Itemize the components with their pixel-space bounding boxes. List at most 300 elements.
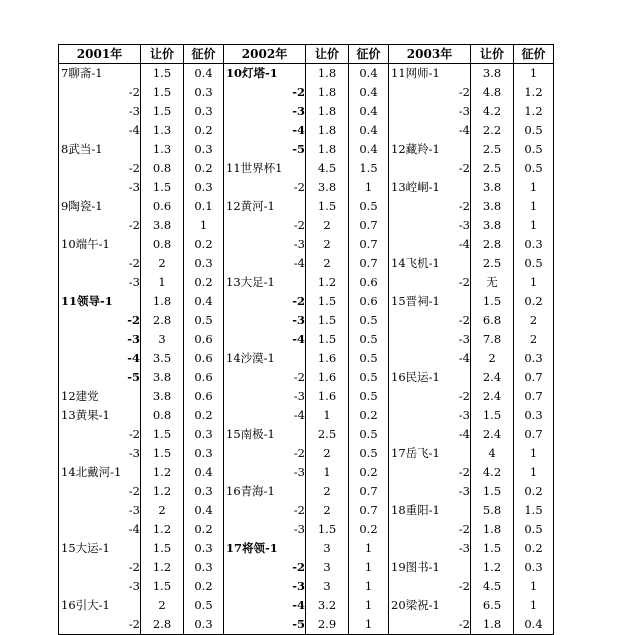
transfer-price-cell-2003: 2.8 — [471, 235, 514, 254]
stamp-name-cell-2003: -3 — [389, 216, 471, 235]
transfer-price-cell-2002: 1.8 — [306, 83, 349, 102]
stamp-name-cell-2003: -2 — [389, 273, 471, 292]
stamp-name-cell-2002: 17将领-1 — [224, 539, 306, 558]
collect-price-cell-2001: 0.6 — [184, 387, 224, 406]
col-header-collect-price: 征价 — [184, 45, 224, 64]
stamp-name-cell-2003: -4 — [389, 121, 471, 140]
collect-price-cell-2001: 0.3 — [184, 140, 224, 159]
stamp-name-cell-2002: -2 — [224, 501, 306, 520]
table-row — [59, 482, 554, 501]
transfer-price-cell-2003: 4.8 — [471, 83, 514, 102]
stamp-name-cell-2002: 15南极-1 — [224, 425, 306, 444]
collect-price-cell-2003: 1 — [514, 178, 554, 197]
table-row — [59, 520, 554, 539]
collect-price-cell-2002: 1 — [349, 577, 389, 596]
transfer-price-cell-2003: 2.5 — [471, 140, 514, 159]
stamp-name-cell-2002: -2 — [224, 178, 306, 197]
transfer-price-cell-2002: 1.2 — [306, 273, 349, 292]
stamp-price-table — [58, 44, 554, 635]
transfer-price-cell-2002: 2 — [306, 235, 349, 254]
collect-price-cell-2002: 1 — [349, 178, 389, 197]
stamp-name-cell-2003: 18重阳-1 — [389, 501, 471, 520]
collect-price-cell-2003: 0.5 — [514, 159, 554, 178]
stamp-name-cell-2001: -3 — [127, 332, 140, 346]
transfer-price-cell-2001: 0.8 — [141, 159, 184, 178]
transfer-price-cell-2003: 1.5 — [471, 482, 514, 501]
collect-price-cell-2002: 0.7 — [349, 482, 389, 501]
table-row — [59, 406, 554, 425]
collect-price-cell-2001: 0.3 — [184, 178, 224, 197]
collect-price-cell-2001: 0.5 — [184, 311, 224, 330]
stamp-name-cell-2001: -3 — [128, 503, 140, 517]
transfer-price-cell-2001: 3.8 — [141, 368, 184, 387]
collect-price-cell-2002: 0.5 — [349, 425, 389, 444]
stamp-name-cell-2002: -2 — [224, 216, 306, 235]
transfer-price-cell-2001: 0.8 — [141, 406, 184, 425]
collect-price-cell-2003: 1.2 — [514, 102, 554, 121]
transfer-price-cell-2002: 3 — [306, 558, 349, 577]
stamp-name-cell-2003: -3 — [389, 539, 471, 558]
stamp-name-cell-2001: 7聊斋-1 — [61, 66, 103, 80]
stamp-name-cell-2001: 8武当-1 — [61, 142, 103, 156]
transfer-price-cell-2001: 1.2 — [141, 520, 184, 539]
transfer-price-cell-2003: 3.8 — [471, 216, 514, 235]
collect-price-cell-2003: 0.4 — [514, 615, 554, 635]
stamp-name-cell-2001: -2 — [128, 85, 140, 99]
transfer-price-cell-2003: 5.8 — [471, 501, 514, 520]
collect-price-cell-2003: 0.5 — [514, 121, 554, 140]
collect-price-cell-2001: 0.3 — [184, 425, 224, 444]
collect-price-cell-2001: 0.2 — [184, 520, 224, 539]
transfer-price-cell-2001: 1.3 — [141, 121, 184, 140]
collect-price-cell-2002: 0.7 — [349, 254, 389, 273]
transfer-price-cell-2003: 4 — [471, 444, 514, 463]
transfer-price-cell-2001: 2.8 — [141, 615, 184, 635]
collect-price-cell-2002: 0.5 — [349, 444, 389, 463]
table-row — [59, 140, 554, 159]
stamp-name-cell-2002: -4 — [224, 596, 306, 615]
collect-price-cell-2002: 0.7 — [349, 501, 389, 520]
stamp-name-cell-2002: 12黄河-1 — [224, 197, 306, 216]
transfer-price-cell-2001: 1.2 — [141, 558, 184, 577]
collect-price-cell-2001: 1 — [184, 216, 224, 235]
collect-price-cell-2003: 1 — [514, 273, 554, 292]
stamp-name-cell-2002: -2 — [224, 83, 306, 102]
stamp-name-cell-2002: 13大足-1 — [224, 273, 306, 292]
transfer-price-cell-2002: 2.5 — [306, 425, 349, 444]
transfer-price-cell-2001: 1.5 — [141, 444, 184, 463]
transfer-price-cell-2001: 1.5 — [141, 83, 184, 102]
collect-price-cell-2001: 0.5 — [184, 596, 224, 615]
table-row — [59, 159, 554, 178]
transfer-price-cell-2001: 3.8 — [141, 216, 184, 235]
table-row — [59, 596, 554, 615]
stamp-name-cell-2003: 16民运-1 — [389, 368, 471, 387]
transfer-price-cell-2003: 4.5 — [471, 577, 514, 596]
transfer-price-cell-2002: 2 — [306, 482, 349, 501]
stamp-name-cell-2003: -4 — [389, 235, 471, 254]
stamp-name-cell-2003: -3 — [389, 482, 471, 501]
collect-price-cell-2003: 0.3 — [514, 235, 554, 254]
transfer-price-cell-2002: 3.8 — [306, 178, 349, 197]
stamp-name-cell-2003: 14飞机-1 — [389, 254, 471, 273]
collect-price-cell-2002: 0.4 — [349, 83, 389, 102]
stamp-name-cell-2001: 12建党 — [61, 389, 99, 403]
transfer-price-cell-2002: 2 — [306, 501, 349, 520]
stamp-name-cell-2003: -3 — [389, 406, 471, 425]
collect-price-cell-2002: 0.4 — [349, 64, 389, 84]
transfer-price-cell-2001: 2 — [141, 254, 184, 273]
stamp-name-cell-2001: 16引大-1 — [61, 598, 110, 612]
transfer-price-cell-2001: 1.5 — [141, 64, 184, 84]
stamp-name-cell-2001: -3 — [128, 446, 140, 460]
stamp-name-cell-2003: -3 — [389, 102, 471, 121]
collect-price-cell-2001: 0.3 — [184, 558, 224, 577]
col-header-transfer-price: 让价 — [141, 45, 184, 64]
collect-price-cell-2003: 0.7 — [514, 368, 554, 387]
stamp-name-cell-2001: -4 — [128, 522, 140, 536]
transfer-price-cell-2003: 7.8 — [471, 330, 514, 349]
stamp-name-cell-2003: -2 — [389, 311, 471, 330]
collect-price-cell-2002: 0.5 — [349, 368, 389, 387]
collect-price-cell-2002: 0.5 — [349, 349, 389, 368]
stamp-name-cell-2003: 12藏羚-1 — [389, 140, 471, 159]
collect-price-cell-2003: 1 — [514, 444, 554, 463]
collect-price-cell-2001: 0.3 — [184, 83, 224, 102]
stamp-name-cell-2002: -3 — [224, 235, 306, 254]
collect-price-cell-2002: 0.2 — [349, 463, 389, 482]
collect-price-cell-2003: 0.2 — [514, 539, 554, 558]
collect-price-cell-2002: 1 — [349, 596, 389, 615]
transfer-price-cell-2002: 2 — [306, 216, 349, 235]
transfer-price-cell-2002: 1.5 — [306, 520, 349, 539]
transfer-price-cell-2003: 1.5 — [471, 539, 514, 558]
transfer-price-cell-2003: 3.8 — [471, 64, 514, 84]
transfer-price-cell-2001: 3.5 — [141, 349, 184, 368]
transfer-price-cell-2003: 3.8 — [471, 197, 514, 216]
collect-price-cell-2001: 0.3 — [184, 482, 224, 501]
transfer-price-cell-2002: 1 — [306, 463, 349, 482]
collect-price-cell-2003: 0.7 — [514, 387, 554, 406]
col-header-collect-price: 征价 — [349, 45, 389, 64]
stamp-name-cell-2001: 11领导-1 — [61, 294, 113, 308]
collect-price-cell-2003: 0.5 — [514, 254, 554, 273]
collect-price-cell-2002: 0.6 — [349, 273, 389, 292]
stamp-name-cell-2001: -2 — [128, 617, 140, 631]
stamp-name-cell-2001: -3 — [128, 104, 140, 118]
collect-price-cell-2001: 0.3 — [184, 102, 224, 121]
table-row — [59, 501, 554, 520]
transfer-price-cell-2003: 2.5 — [471, 159, 514, 178]
collect-price-cell-2001: 0.2 — [184, 406, 224, 425]
col-header-collect-price: 征价 — [514, 45, 554, 64]
transfer-price-cell-2002: 1.6 — [306, 387, 349, 406]
transfer-price-cell-2002: 1.5 — [306, 292, 349, 311]
transfer-price-cell-2003: 4.2 — [471, 102, 514, 121]
stamp-name-cell-2003: -2 — [389, 463, 471, 482]
transfer-price-cell-2003: 2.4 — [471, 368, 514, 387]
collect-price-cell-2002: 0.2 — [349, 520, 389, 539]
stamp-name-cell-2001: -2 — [128, 427, 140, 441]
transfer-price-cell-2002: 1.8 — [306, 140, 349, 159]
stamp-name-cell-2003: -4 — [389, 349, 471, 368]
stamp-name-cell-2001: 9陶瓷-1 — [61, 199, 103, 213]
table-row — [59, 387, 554, 406]
collect-price-cell-2002: 0.6 — [349, 292, 389, 311]
collect-price-cell-2001: 0.3 — [184, 254, 224, 273]
stamp-name-cell-2003: 20梁祝-1 — [389, 596, 471, 615]
table-row — [59, 216, 554, 235]
collect-price-cell-2002: 0.7 — [349, 235, 389, 254]
transfer-price-cell-2001: 1.2 — [141, 482, 184, 501]
transfer-price-cell-2002: 1.8 — [306, 121, 349, 140]
stamp-name-cell-2002: -4 — [224, 254, 306, 273]
table-row — [59, 197, 554, 216]
collect-price-cell-2002: 0.7 — [349, 216, 389, 235]
stamp-name-cell-2002: 11世界杯1 — [224, 159, 306, 178]
stamp-name-cell-2002: -4 — [224, 330, 306, 349]
stamp-name-cell-2001: -4 — [128, 123, 140, 137]
table-row — [59, 539, 554, 558]
transfer-price-cell-2002: 4.5 — [306, 159, 349, 178]
stamp-name-cell-2003: 11网师-1 — [389, 64, 471, 84]
stamp-name-cell-2001: 13黄果-1 — [61, 408, 110, 422]
table-row — [59, 349, 554, 368]
stamp-name-cell-2003: -2 — [389, 83, 471, 102]
stamp-name-cell-2002: -2 — [224, 558, 306, 577]
table-row — [59, 83, 554, 102]
col-header-transfer-price: 让价 — [306, 45, 349, 64]
collect-price-cell-2003: 0.3 — [514, 349, 554, 368]
table-row — [59, 273, 554, 292]
collect-price-cell-2001: 0.3 — [184, 615, 224, 635]
collect-price-cell-2002: 0.4 — [349, 102, 389, 121]
transfer-price-cell-2002: 3.2 — [306, 596, 349, 615]
transfer-price-cell-2001: 1.2 — [141, 463, 184, 482]
collect-price-cell-2003: 0.3 — [514, 406, 554, 425]
transfer-price-cell-2001: 1.3 — [141, 140, 184, 159]
stamp-name-cell-2002: -2 — [224, 444, 306, 463]
transfer-price-cell-2002: 2.9 — [306, 615, 349, 635]
stamp-name-cell-2001: 14北戴河-1 — [61, 465, 122, 479]
stamp-name-cell-2001: -2 — [128, 484, 140, 498]
collect-price-cell-2002: 0.4 — [349, 140, 389, 159]
table-row — [59, 178, 554, 197]
stamp-name-cell-2003: -2 — [389, 615, 471, 635]
collect-price-cell-2001: 0.4 — [184, 64, 224, 84]
transfer-price-cell-2001: 1.5 — [141, 102, 184, 121]
stamp-name-cell-2001: -2 — [128, 560, 140, 574]
stamp-name-cell-2002: -3 — [224, 577, 306, 596]
transfer-price-cell-2002: 1.5 — [306, 197, 349, 216]
stamp-name-cell-2002: -5 — [224, 615, 306, 635]
transfer-price-cell-2001: 3 — [141, 330, 184, 349]
stamp-name-cell-2002: 16青海-1 — [224, 482, 306, 501]
transfer-price-cell-2001: 2 — [141, 501, 184, 520]
collect-price-cell-2003: 2 — [514, 330, 554, 349]
table-row — [59, 558, 554, 577]
collect-price-cell-2003: 1 — [514, 463, 554, 482]
collect-price-cell-2002: 1.5 — [349, 159, 389, 178]
transfer-price-cell-2001: 1.5 — [141, 577, 184, 596]
table-row — [59, 368, 554, 387]
table-row — [59, 64, 554, 84]
collect-price-cell-2001: 0.2 — [184, 577, 224, 596]
collect-price-cell-2003: 0.5 — [514, 520, 554, 539]
collect-price-cell-2001: 0.3 — [184, 539, 224, 558]
collect-price-cell-2002: 0.2 — [349, 406, 389, 425]
transfer-price-cell-2002: 1.8 — [306, 102, 349, 121]
stamp-name-cell-2002: -3 — [224, 311, 306, 330]
transfer-price-cell-2003: 1.8 — [471, 615, 514, 635]
transfer-price-cell-2003: 1.5 — [471, 292, 514, 311]
transfer-price-cell-2002: 1.6 — [306, 349, 349, 368]
collect-price-cell-2003: 0.3 — [514, 558, 554, 577]
collect-price-cell-2001: 0.6 — [184, 349, 224, 368]
stamp-name-cell-2002: -4 — [224, 121, 306, 140]
collect-price-cell-2001: 0.2 — [184, 235, 224, 254]
transfer-price-cell-2003: 2.4 — [471, 425, 514, 444]
col-header-transfer-price: 让价 — [471, 45, 514, 64]
col-header-2002: 2002年 — [224, 45, 306, 64]
stamp-name-cell-2002: -3 — [224, 102, 306, 121]
collect-price-cell-2003: 0.5 — [514, 140, 554, 159]
transfer-price-cell-2003: 无 — [471, 273, 514, 292]
collect-price-cell-2001: 0.2 — [184, 159, 224, 178]
transfer-price-cell-2002: 1.6 — [306, 368, 349, 387]
transfer-price-cell-2003: 2.4 — [471, 387, 514, 406]
stamp-name-cell-2002: -3 — [224, 387, 306, 406]
collect-price-cell-2002: 1 — [349, 558, 389, 577]
stamp-name-cell-2003: -2 — [389, 387, 471, 406]
collect-price-cell-2002: 0.5 — [349, 387, 389, 406]
collect-price-cell-2003: 1 — [514, 577, 554, 596]
collect-price-cell-2001: 0.1 — [184, 197, 224, 216]
col-header-2003: 2003年 — [389, 45, 471, 64]
stamp-name-cell-2003: -2 — [389, 197, 471, 216]
collect-price-cell-2003: 1 — [514, 596, 554, 615]
collect-price-cell-2002: 1 — [349, 615, 389, 635]
transfer-price-cell-2002: 1.5 — [306, 311, 349, 330]
transfer-price-cell-2002: 1.5 — [306, 330, 349, 349]
collect-price-cell-2001: 0.3 — [184, 444, 224, 463]
stamp-name-cell-2001: -4 — [127, 351, 140, 365]
stamp-name-cell-2001: -2 — [128, 161, 140, 175]
stamp-name-cell-2003: 19图书-1 — [389, 558, 471, 577]
table-body — [59, 64, 554, 635]
col-header-2001: 2001年 — [59, 45, 141, 64]
stamp-name-cell-2003: -2 — [389, 520, 471, 539]
transfer-price-cell-2001: 2.8 — [141, 311, 184, 330]
table-row — [59, 330, 554, 349]
transfer-price-cell-2003: 1.8 — [471, 520, 514, 539]
collect-price-cell-2003: 0.7 — [514, 425, 554, 444]
collect-price-cell-2001: 0.4 — [184, 463, 224, 482]
transfer-price-cell-2003: 2 — [471, 349, 514, 368]
transfer-price-cell-2001: 1 — [141, 273, 184, 292]
transfer-price-cell-2003: 3.8 — [471, 178, 514, 197]
stamp-name-cell-2003: -4 — [389, 425, 471, 444]
stamp-name-cell-2003: 13崆峒-1 — [389, 178, 471, 197]
table-row — [59, 102, 554, 121]
stamp-name-cell-2001: -2 — [128, 256, 140, 270]
stamp-name-cell-2001: -2 — [128, 218, 140, 232]
collect-price-cell-2002: 0.4 — [349, 121, 389, 140]
transfer-price-cell-2003: 2.2 — [471, 121, 514, 140]
table-row — [59, 311, 554, 330]
table-row — [59, 235, 554, 254]
collect-price-cell-2002: 0.5 — [349, 330, 389, 349]
stamp-name-cell-2002: -2 — [224, 292, 306, 311]
transfer-price-cell-2001: 0.6 — [141, 197, 184, 216]
stamp-name-cell-2003: -3 — [389, 330, 471, 349]
transfer-price-cell-2002: 3 — [306, 539, 349, 558]
collect-price-cell-2003: 1.2 — [514, 83, 554, 102]
header-row — [59, 45, 554, 64]
stamp-name-cell-2002: -3 — [224, 520, 306, 539]
stamp-name-cell-2001: 10端午-1 — [61, 237, 110, 251]
stamp-name-cell-2003: 17岳飞-1 — [389, 444, 471, 463]
transfer-price-cell-2002: 1 — [306, 406, 349, 425]
transfer-price-cell-2002: 1.8 — [306, 64, 349, 84]
table-row — [59, 121, 554, 140]
stamp-name-cell-2001: -2 — [127, 313, 140, 327]
collect-price-cell-2001: 0.4 — [184, 501, 224, 520]
stamp-name-cell-2002: -5 — [224, 140, 306, 159]
transfer-price-cell-2001: 1.8 — [141, 292, 184, 311]
transfer-price-cell-2003: 2.5 — [471, 254, 514, 273]
collect-price-cell-2001: 0.2 — [184, 273, 224, 292]
transfer-price-cell-2001: 1.5 — [141, 539, 184, 558]
collect-price-cell-2002: 0.5 — [349, 197, 389, 216]
stamp-name-cell-2003: -2 — [389, 159, 471, 178]
transfer-price-cell-2001: 0.8 — [141, 235, 184, 254]
transfer-price-cell-2003: 6.5 — [471, 596, 514, 615]
table-row — [59, 444, 554, 463]
transfer-price-cell-2002: 2 — [306, 254, 349, 273]
stamp-name-cell-2003: -2 — [389, 577, 471, 596]
stamp-name-cell-2001: 15大运-1 — [61, 541, 110, 555]
collect-price-cell-2003: 1 — [514, 64, 554, 84]
collect-price-cell-2001: 0.6 — [184, 330, 224, 349]
stamp-name-cell-2001: -3 — [128, 275, 140, 289]
stamp-name-cell-2002: -2 — [224, 368, 306, 387]
table-row — [59, 425, 554, 444]
collect-price-cell-2003: 1 — [514, 216, 554, 235]
table-row — [59, 292, 554, 311]
table-row — [59, 615, 554, 635]
collect-price-cell-2003: 1 — [514, 197, 554, 216]
transfer-price-cell-2003: 4.2 — [471, 463, 514, 482]
table-row — [59, 577, 554, 596]
stamp-name-cell-2001: -5 — [127, 370, 140, 384]
collect-price-cell-2003: 0.2 — [514, 482, 554, 501]
table-row — [59, 463, 554, 482]
collect-price-cell-2003: 1.5 — [514, 501, 554, 520]
transfer-price-cell-2001: 1.5 — [141, 178, 184, 197]
collect-price-cell-2003: 2 — [514, 311, 554, 330]
transfer-price-cell-2001: 1.5 — [141, 425, 184, 444]
stamp-name-cell-2002: -4 — [224, 406, 306, 425]
stamp-name-cell-2001: -3 — [128, 579, 140, 593]
stamp-name-cell-2002: -3 — [224, 463, 306, 482]
collect-price-cell-2001: 0.6 — [184, 368, 224, 387]
transfer-price-cell-2003: 1.2 — [471, 558, 514, 577]
transfer-price-cell-2002: 3 — [306, 577, 349, 596]
collect-price-cell-2003: 0.2 — [514, 292, 554, 311]
collect-price-cell-2001: 0.2 — [184, 121, 224, 140]
collect-price-cell-2001: 0.4 — [184, 292, 224, 311]
